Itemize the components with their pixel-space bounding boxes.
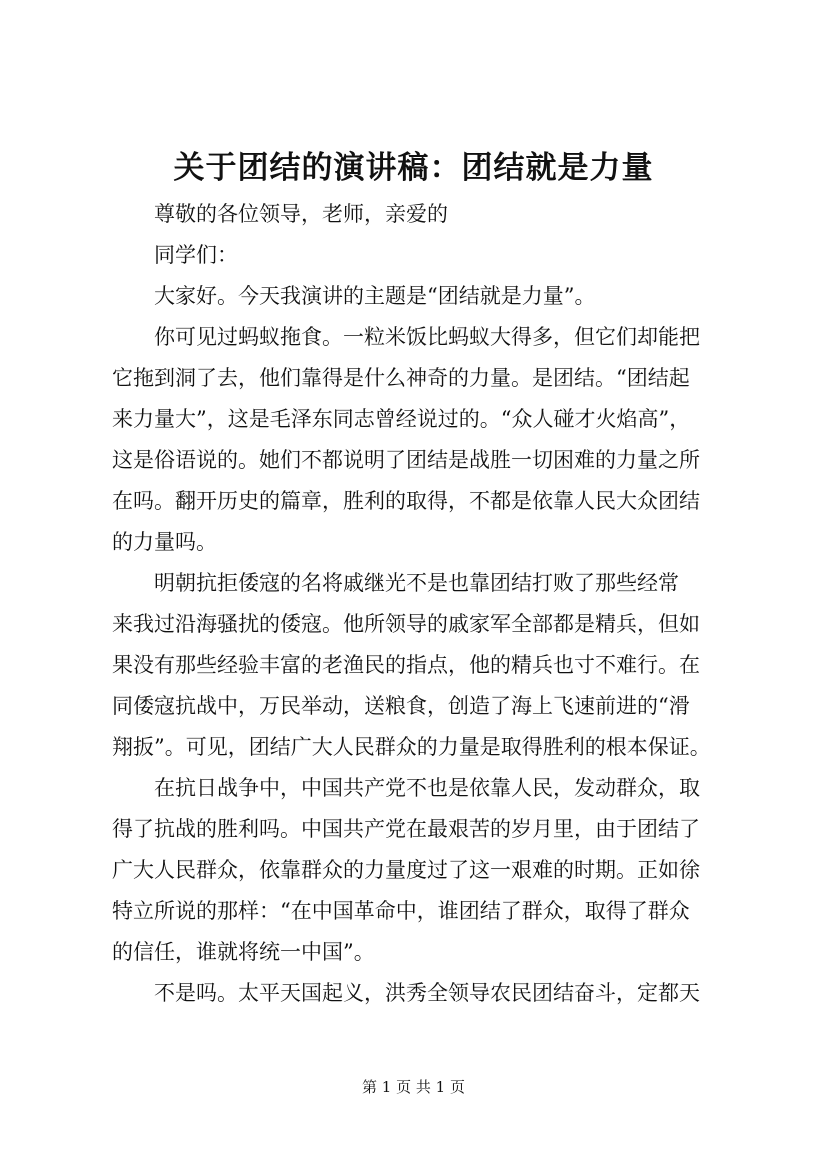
text-line: 果没有那些经验丰富的老渔民的指点，他的精兵也寸不难行。在 <box>112 653 700 677</box>
text-line: 来我过沿海骚扰的倭寇。他所领导的戚家军全部都是精兵，但如 <box>112 612 700 636</box>
text-line: 同学们： <box>154 243 238 267</box>
text-line: 尊敬的各位领导，老师，亲爱的 <box>154 202 448 226</box>
text-line: 明朝抗拒倭寇的名将戚继光不是也靠团结打败了那些经常 <box>154 571 679 595</box>
text-line: 的信任，谁就将统一中国”。 <box>112 940 375 964</box>
text-line: 在吗。翻开历史的篇章，胜利的取得，不都是依靠人民大众团结 <box>112 489 700 513</box>
text-line: 同倭寇抗战中，万民举动，送粮食，创造了海上飞速前进的“滑 <box>112 694 690 718</box>
text-line: 你可见过蚂蚁拖食。一粒米饭比蚂蚁大得多，但它们却能把 <box>154 325 700 349</box>
text-line: 来力量大”，这是毛泽东同志曾经说过的。“众人碰才火焰高”， <box>112 407 691 431</box>
page-number-footer: 第 1 页 共 1 页 <box>362 1078 465 1096</box>
text-line: 这是俗语说的。她们不都说明了团结是战胜一切困难的力量之所 <box>112 448 700 472</box>
text-line: 不是吗。太平天国起义，洪秀全领导农民团结奋斗，定都天 <box>154 981 700 1005</box>
document-title: 关于团结的演讲稿：团结就是力量 <box>173 150 654 186</box>
document-body <box>112 194 717 1014</box>
text-line: 它拖到洞了去，他们靠得是什么神奇的力量。是团结。“团结起 <box>112 366 690 390</box>
text-line: 广大人民群众，依靠群众的力量度过了这一艰难的时期。正如徐 <box>112 858 700 882</box>
text-line: 在抗日战争中，中国共产党不也是依靠人民，发动群众，取 <box>154 776 700 800</box>
text-line: 大家好。今天我演讲的主题是“团结就是力量”。 <box>154 284 596 308</box>
text-line: 翔扳”。可见，团结广大人民群众的力量是取得胜利的根本保证。 <box>112 735 711 759</box>
text-line: 的力量吗。 <box>112 530 217 554</box>
text-line: 特立所说的那样：“在中国革命中，谁团结了群众，取得了群众 <box>112 899 690 923</box>
text-line: 得了抗战的胜利吗。中国共产党在最艰苦的岁月里，由于团结了 <box>112 817 700 841</box>
